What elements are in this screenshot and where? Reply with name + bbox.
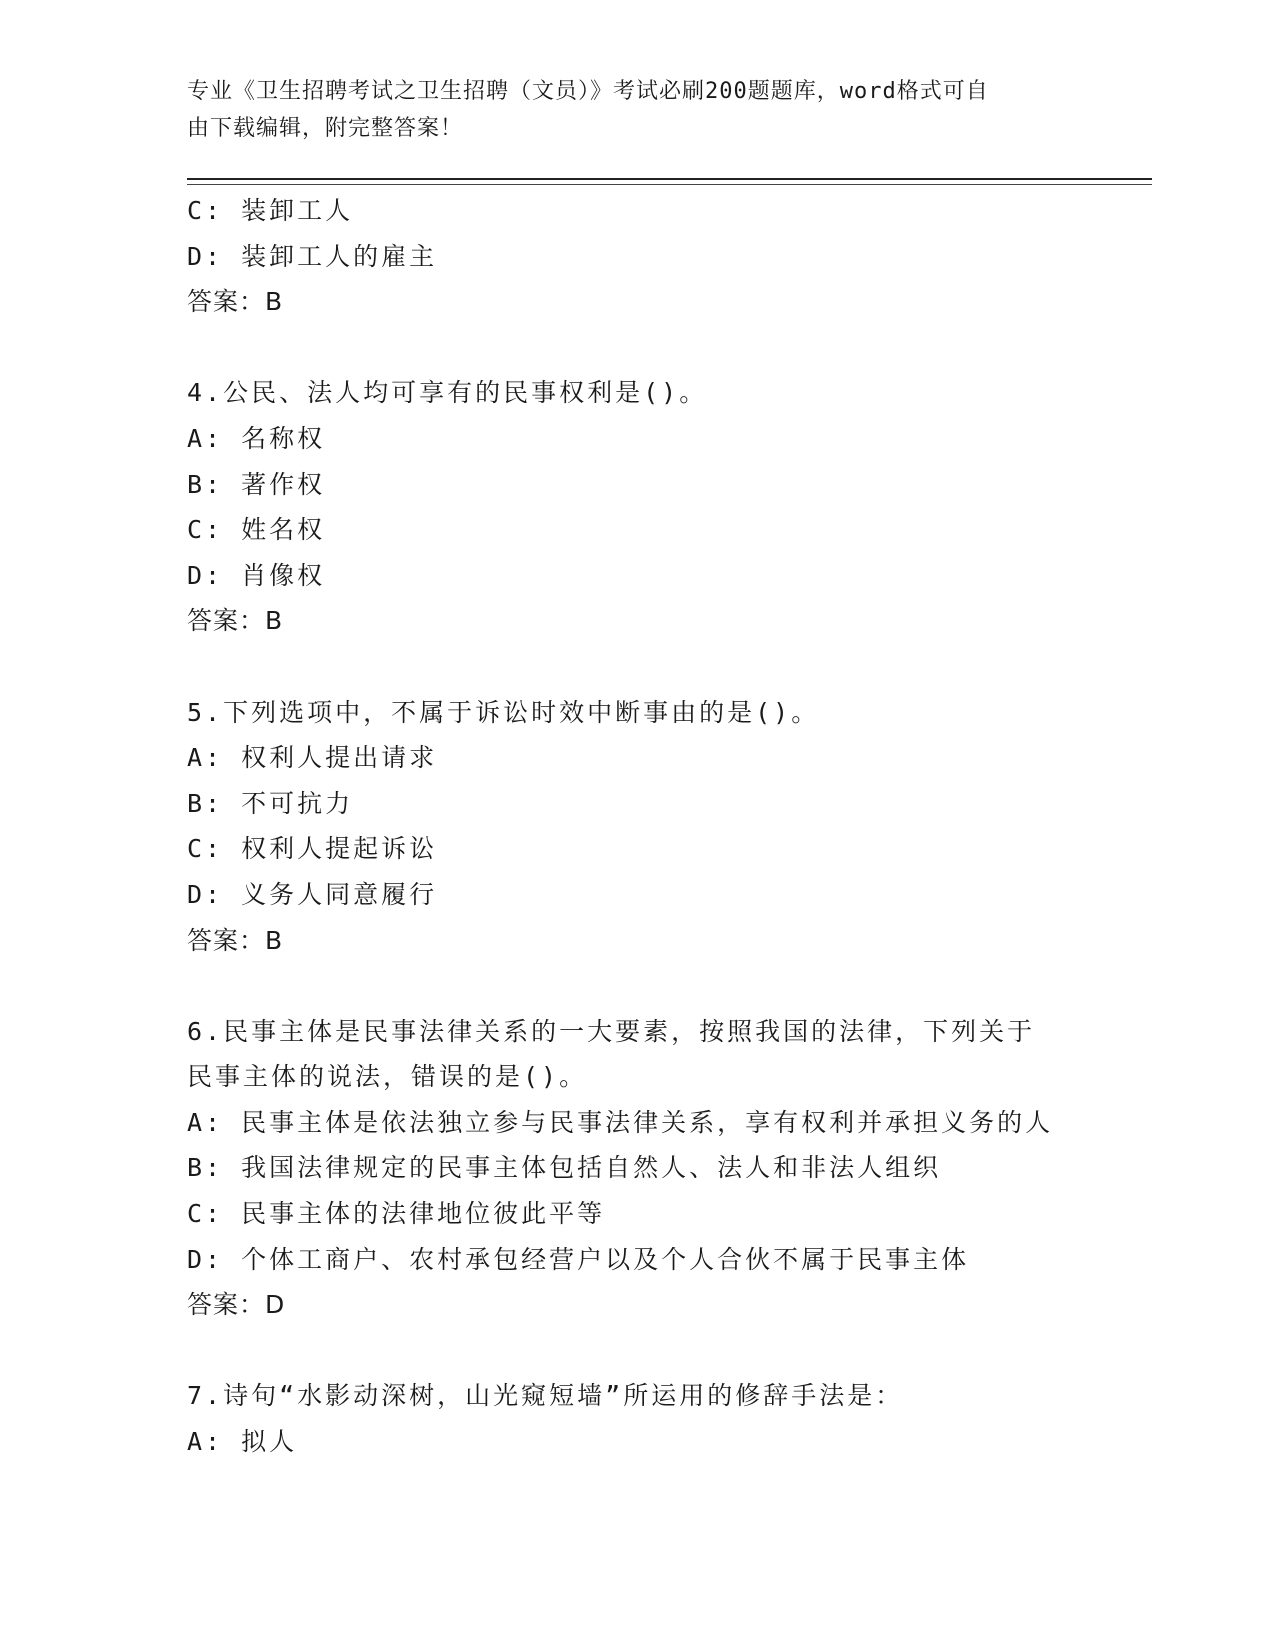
spacer [187,325,1152,371]
answer: 答案：B [187,287,284,317]
question-3-continued [187,188,1152,325]
question-6 [187,1009,1152,1328]
document-header [187,73,1067,147]
spacer [187,644,1152,690]
option-c: C: 装卸工人 [187,196,354,225]
header-title-line-2: 由下载编辑，附完整答案！ [187,116,464,141]
header-title-line-1: 专业《卫生招聘考试之卫生招聘（文员）》考试必刷200题题库，word格式可自 [187,79,989,104]
question-stem: 7.诗句“水影动深树，山光窥短墙”所运用的修辞手法是： [187,1381,904,1411]
option-b: B: 我国法律规定的民事主体包括自然人、法人和非法人组织 [187,1153,942,1183]
option-d: D: 个体工商户、农村承包经营户以及个人合伙不属于民事主体 [187,1244,970,1274]
question-7 [187,1373,1152,1464]
option-c: C: 权利人提起诉讼 [187,834,438,864]
answer: 答案：D [187,1290,286,1320]
spacer [187,1328,1152,1374]
question-stem: 4.公民、法人均可享有的民事权利是()。 [187,378,708,408]
option-a: A: 名称权 [187,423,326,453]
option-c: C: 民事主体的法律地位彼此平等 [187,1199,606,1229]
answer: 答案：B [187,925,284,955]
question-stem-line-1: 6.民事主体是民事法律关系的一大要素，按照我国的法律，下列关于 [187,1016,1036,1046]
question-4 [187,370,1152,644]
answer: 答案：B [187,606,284,636]
option-b: B: 不可抗力 [187,788,354,818]
option-d: D: 装卸工人的雇主 [187,241,438,271]
option-a: A: 权利人提出请求 [187,743,438,773]
option-c: C: 姓名权 [187,515,326,545]
header-divider-thin [187,184,1152,185]
spacer [187,963,1152,1009]
option-b: B: 著作权 [187,469,326,499]
option-a: A: 民事主体是依法独立参与民事法律关系，享有权利并承担义务的人 [187,1107,1054,1137]
question-stem-line-2: 民事主体的说法，错误的是()。 [187,1062,588,1092]
header-divider-thick [187,178,1152,180]
question-list [187,188,1152,1465]
option-d: D: 肖像权 [187,560,326,590]
option-d: D: 义务人同意履行 [187,879,438,909]
question-stem: 5.下列选项中，不属于诉讼时效中断事由的是()。 [187,697,820,727]
option-a: A: 拟人 [187,1427,298,1457]
question-5 [187,690,1152,964]
